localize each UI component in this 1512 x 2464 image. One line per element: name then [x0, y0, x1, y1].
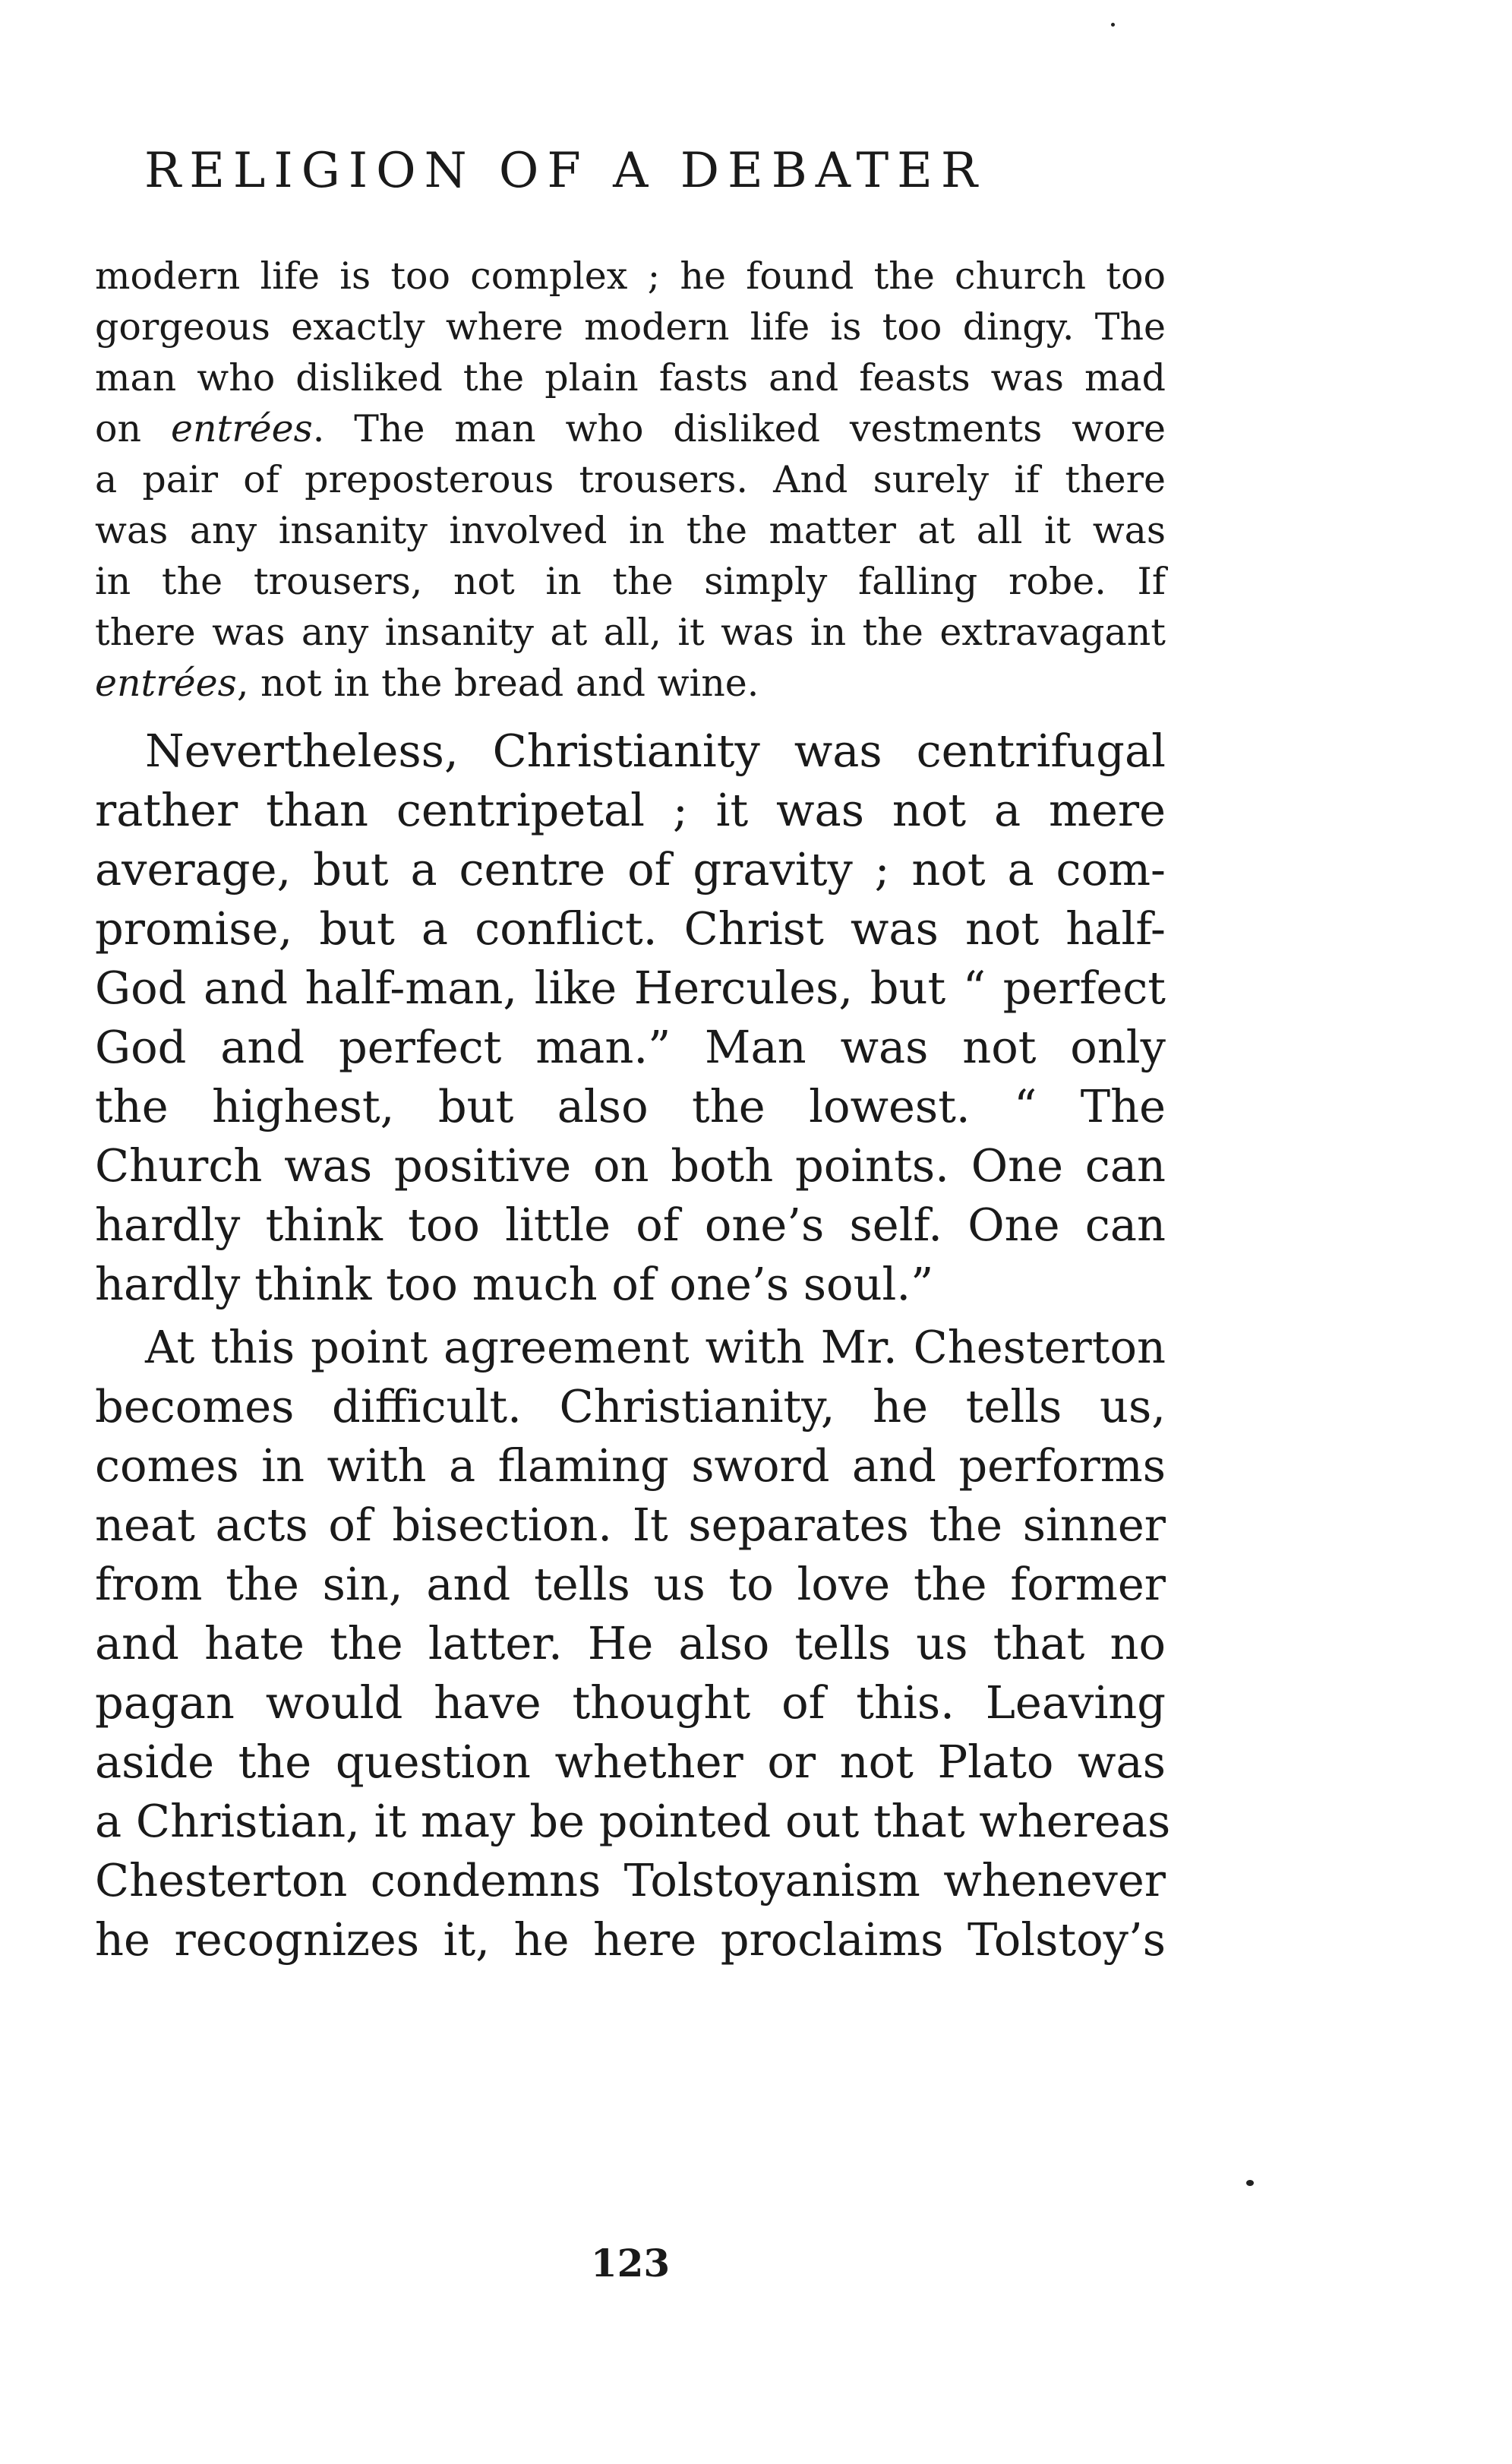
text-line: becomes difficult. Christianity, he tells us,: [95, 1380, 1166, 1433]
text-line: God and half-man, like Hercules, but “ perfect: [95, 962, 1166, 1014]
text-line: aside the question whether or not Plato was: [95, 1736, 1166, 1788]
text-line: rather than centripetal ; it was not a mere: [95, 784, 1166, 836]
paragraph-3: [95, 1318, 1171, 1970]
text-segment: , not in the bread and wine.: [236, 662, 759, 705]
text-line: average, but a centre of gravity ; not a com-: [95, 843, 1166, 896]
text-line: Chesterton condemns Tolstoyanism whenever: [95, 1854, 1166, 1906]
text-line: a pair of preposterous trousers. And surely if there: [95, 458, 1166, 501]
running-head: RELIGION OF A DEBATER: [144, 143, 986, 199]
text-line: man who disliked the plain fasts and feasts was mad: [95, 356, 1166, 400]
text-line: hardly think too much of one’s soul.”: [95, 1258, 934, 1310]
page-speck: [1246, 2180, 1254, 2186]
text-segment: . The man who disliked vestments wore: [312, 407, 1166, 450]
text-line: [95, 403, 1166, 454]
text-line: neat acts of bisection. It separates the sinner: [95, 1499, 1166, 1551]
text-line: [95, 658, 1166, 709]
page-speck: [1111, 23, 1115, 27]
text-line: the highest, but also the lowest. “ The: [95, 1080, 1166, 1132]
italic-word: entrées: [95, 662, 237, 705]
text-line: in the trousers, not in the simply falling robe. If: [95, 560, 1166, 603]
text-line: God and perfect man.” Man was not only: [95, 1021, 1166, 1073]
text-line: comes in with a flaming sword and performs: [95, 1439, 1166, 1492]
text-line: and hate the latter. He also tells us that no: [95, 1617, 1166, 1670]
text-line: a Christian, it may be pointed out that whereas: [95, 1795, 1171, 1847]
paragraph-1: [95, 251, 1166, 709]
paragraph-2: [95, 722, 1166, 1314]
text-line: gorgeous exactly where modern life is too dingy. The: [95, 305, 1166, 349]
text-line: Nevertheless, Christianity was centrifugal: [145, 725, 1166, 777]
text-line: was any insanity involved in the matter at all it was: [95, 509, 1166, 552]
text-line: promise, but a conflict. Christ was not half-: [95, 902, 1166, 955]
text-line: from the sin, and tells us to love the former: [95, 1558, 1166, 1610]
italic-word: entrées: [170, 407, 313, 450]
text-line: At this point agreement with Mr. Chesterton: [145, 1321, 1166, 1373]
page-number: 123: [590, 2241, 671, 2286]
text-line: there was any insanity at all, it was in the extravagant: [95, 611, 1166, 654]
text-line: modern life is too complex ; he found the church too: [95, 254, 1166, 298]
text-line: Church was positive on both points. One can: [95, 1139, 1166, 1192]
text-line: he recognizes it, he here proclaims Tolstoy’s: [95, 1913, 1166, 1966]
text-line: pagan would have thought of this. Leaving: [95, 1676, 1166, 1729]
text-line: hardly think too little of one’s self. One can: [95, 1199, 1166, 1251]
text-segment: on: [95, 407, 171, 450]
